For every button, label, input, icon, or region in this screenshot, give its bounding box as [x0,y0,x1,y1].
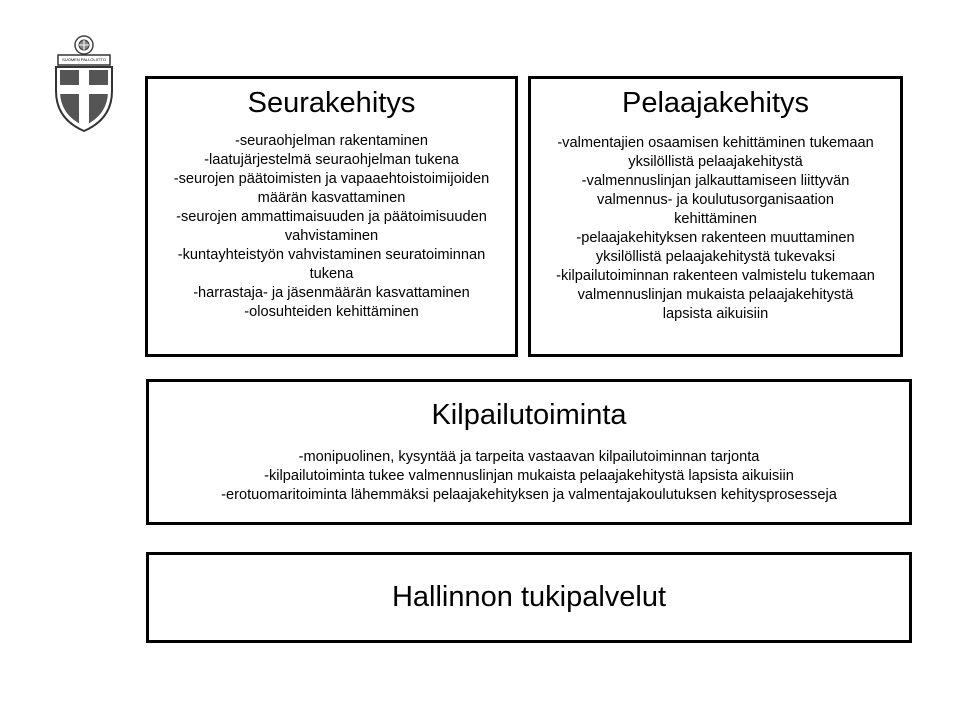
pelaajakehitys-lines [531,134,900,324]
seurakehitys-box [145,76,518,357]
list-item: -kilpailutoiminnan rakenteen valmistelu tukemaan [556,268,875,285]
seurakehitys-title: Seurakehitys [247,87,416,119]
list-item: yksilöllistä pelaajakehitystä tukevaksi [595,249,836,266]
list-item: -valmentajien osaamisen kehittäminen tukemaan [557,135,874,152]
kilpailutoiminta-title: Kilpailutoiminta [431,399,627,431]
list-item: -harrastaja- ja jäsenmäärän kasvattaminen [193,285,470,302]
list-item: -seurojen päätoimisten ja vapaaehtoistoimijoiden [173,171,490,188]
list-item: vahvistaminen [284,228,379,245]
list-item: -valmennuslinjan jalkauttamiseen liittyvän [581,173,850,190]
list-item: valmennuslinjan mukaista pelaajakehitystä [577,287,854,304]
list-item: -kilpailutoiminta tukee valmennuslinjan mukaista pelaajakehitystä lapsista aikuisiin [264,468,794,485]
pelaajakehitys-box [528,76,903,357]
logo-ring-text: SUOMEN PALLOLIITTO [62,57,106,62]
list-item: -laatujärjestelmä seuraohjelman tukena [204,152,459,169]
list-item: valmennus- ja koulutusorganisaation [597,192,834,209]
list-item: -kuntayhteistyön vahvistaminen seuratoiminnan [177,247,486,264]
hallinto-title: Hallinnon tukipalvelut [391,581,667,613]
shield-cross-icon [52,33,116,133]
list-item: -erotuomaritoiminta lähemmäksi pelaajakehityksen ja valmentajakoulutuksen kehitysprosesseja [221,487,837,504]
list-item: -seurojen ammattimaisuuden ja päätoimisuuden [176,209,487,226]
list-item: määrän kasvattaminen [257,190,406,207]
list-item: -pelaajakehityksen rakenteen muuttaminen [576,230,855,247]
list-item: -seuraohjelman rakentaminen [234,133,429,150]
seurakehitys-lines [148,132,515,322]
list-item: yksilöllistä pelaajakehitystä [628,154,803,171]
kilpailutoiminta-box [146,379,912,525]
suomen-palloliitto-logo [52,33,116,133]
hallinto-box [146,552,912,643]
list-item: lapsista aikuisiin [662,306,769,323]
kilpailutoiminta-lines [149,448,909,505]
list-item: tukena [309,266,354,283]
list-item: -monipuolinen, kysyntää ja tarpeita vastaavan kilpailutoiminnan tarjonta [298,449,760,466]
pelaajakehitys-title: Pelaajakehitys [622,87,809,119]
list-item: -olosuhteiden kehittäminen [244,304,419,321]
list-item: kehittäminen [674,211,757,228]
